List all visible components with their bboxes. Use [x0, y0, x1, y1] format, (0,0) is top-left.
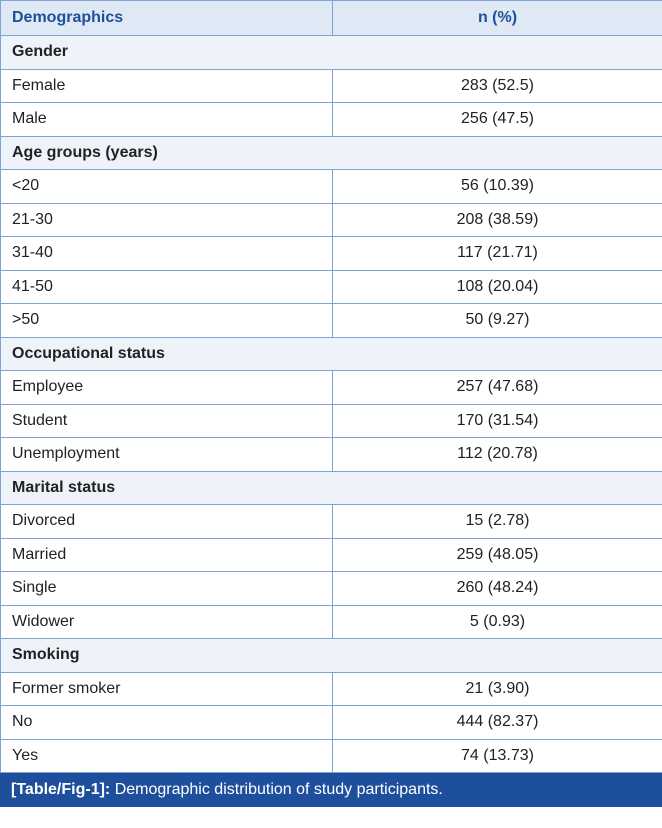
row-value: 108 (20.04)	[333, 270, 662, 304]
table-row	[1, 404, 662, 438]
row-label: Widower	[1, 605, 333, 639]
group-header-row	[1, 471, 662, 505]
row-value: 256 (47.5)	[333, 103, 662, 137]
row-label: 21-30	[1, 203, 333, 237]
row-value: 74 (13.73)	[333, 739, 662, 773]
row-value: 117 (21.71)	[333, 237, 662, 271]
row-label: Yes	[1, 739, 333, 773]
table-row	[1, 103, 662, 137]
row-value: 21 (3.90)	[333, 672, 662, 706]
row-label: Married	[1, 538, 333, 572]
row-label: Female	[1, 69, 333, 103]
row-value: 170 (31.54)	[333, 404, 662, 438]
row-value: 112 (20.78)	[333, 438, 662, 472]
row-label: <20	[1, 170, 333, 204]
table-row	[1, 505, 662, 539]
row-value: 260 (48.24)	[333, 572, 662, 606]
group-header-row	[1, 36, 662, 70]
group-title: Marital status	[1, 471, 662, 505]
table-row	[1, 170, 662, 204]
row-label: Divorced	[1, 505, 333, 539]
table-row	[1, 203, 662, 237]
row-value: 257 (47.68)	[333, 371, 662, 405]
group-header-row	[1, 639, 662, 673]
row-label: Former smoker	[1, 672, 333, 706]
row-value: 56 (10.39)	[333, 170, 662, 204]
table-header-row	[1, 1, 662, 36]
group-title: Smoking	[1, 639, 662, 673]
group-title: Occupational status	[1, 337, 662, 371]
row-label: No	[1, 706, 333, 740]
table-row	[1, 572, 662, 606]
row-value: 15 (2.78)	[333, 505, 662, 539]
table-body	[1, 36, 662, 773]
group-title: Gender	[1, 36, 662, 70]
table-row	[1, 739, 662, 773]
row-value: 259 (48.05)	[333, 538, 662, 572]
table-row	[1, 371, 662, 405]
row-label: 41-50	[1, 270, 333, 304]
caption-text: Demographic distribution of study participants.	[110, 781, 443, 798]
table-row	[1, 672, 662, 706]
table-caption	[0, 773, 662, 807]
group-header-row	[1, 136, 662, 170]
row-value: 283 (52.5)	[333, 69, 662, 103]
header-demographics: Demographics	[1, 1, 333, 36]
group-title: Age groups (years)	[1, 136, 662, 170]
table-row	[1, 237, 662, 271]
group-header-row	[1, 337, 662, 371]
header-n-percent: n (%)	[333, 1, 662, 36]
table-row	[1, 538, 662, 572]
table-row	[1, 69, 662, 103]
table-row	[1, 438, 662, 472]
row-value: 5 (0.93)	[333, 605, 662, 639]
row-label: Student	[1, 404, 333, 438]
row-label: Single	[1, 572, 333, 606]
row-value: 208 (38.59)	[333, 203, 662, 237]
caption-label: [Table/Fig-1]:	[11, 781, 111, 798]
table-row	[1, 304, 662, 338]
row-label: Male	[1, 103, 333, 137]
row-label: 31-40	[1, 237, 333, 271]
row-value: 50 (9.27)	[333, 304, 662, 338]
row-label: Employee	[1, 371, 333, 405]
row-label: Unemployment	[1, 438, 333, 472]
table-row	[1, 270, 662, 304]
table-row	[1, 605, 662, 639]
row-label: >50	[1, 304, 333, 338]
table-row	[1, 706, 662, 740]
row-value: 444 (82.37)	[333, 706, 662, 740]
